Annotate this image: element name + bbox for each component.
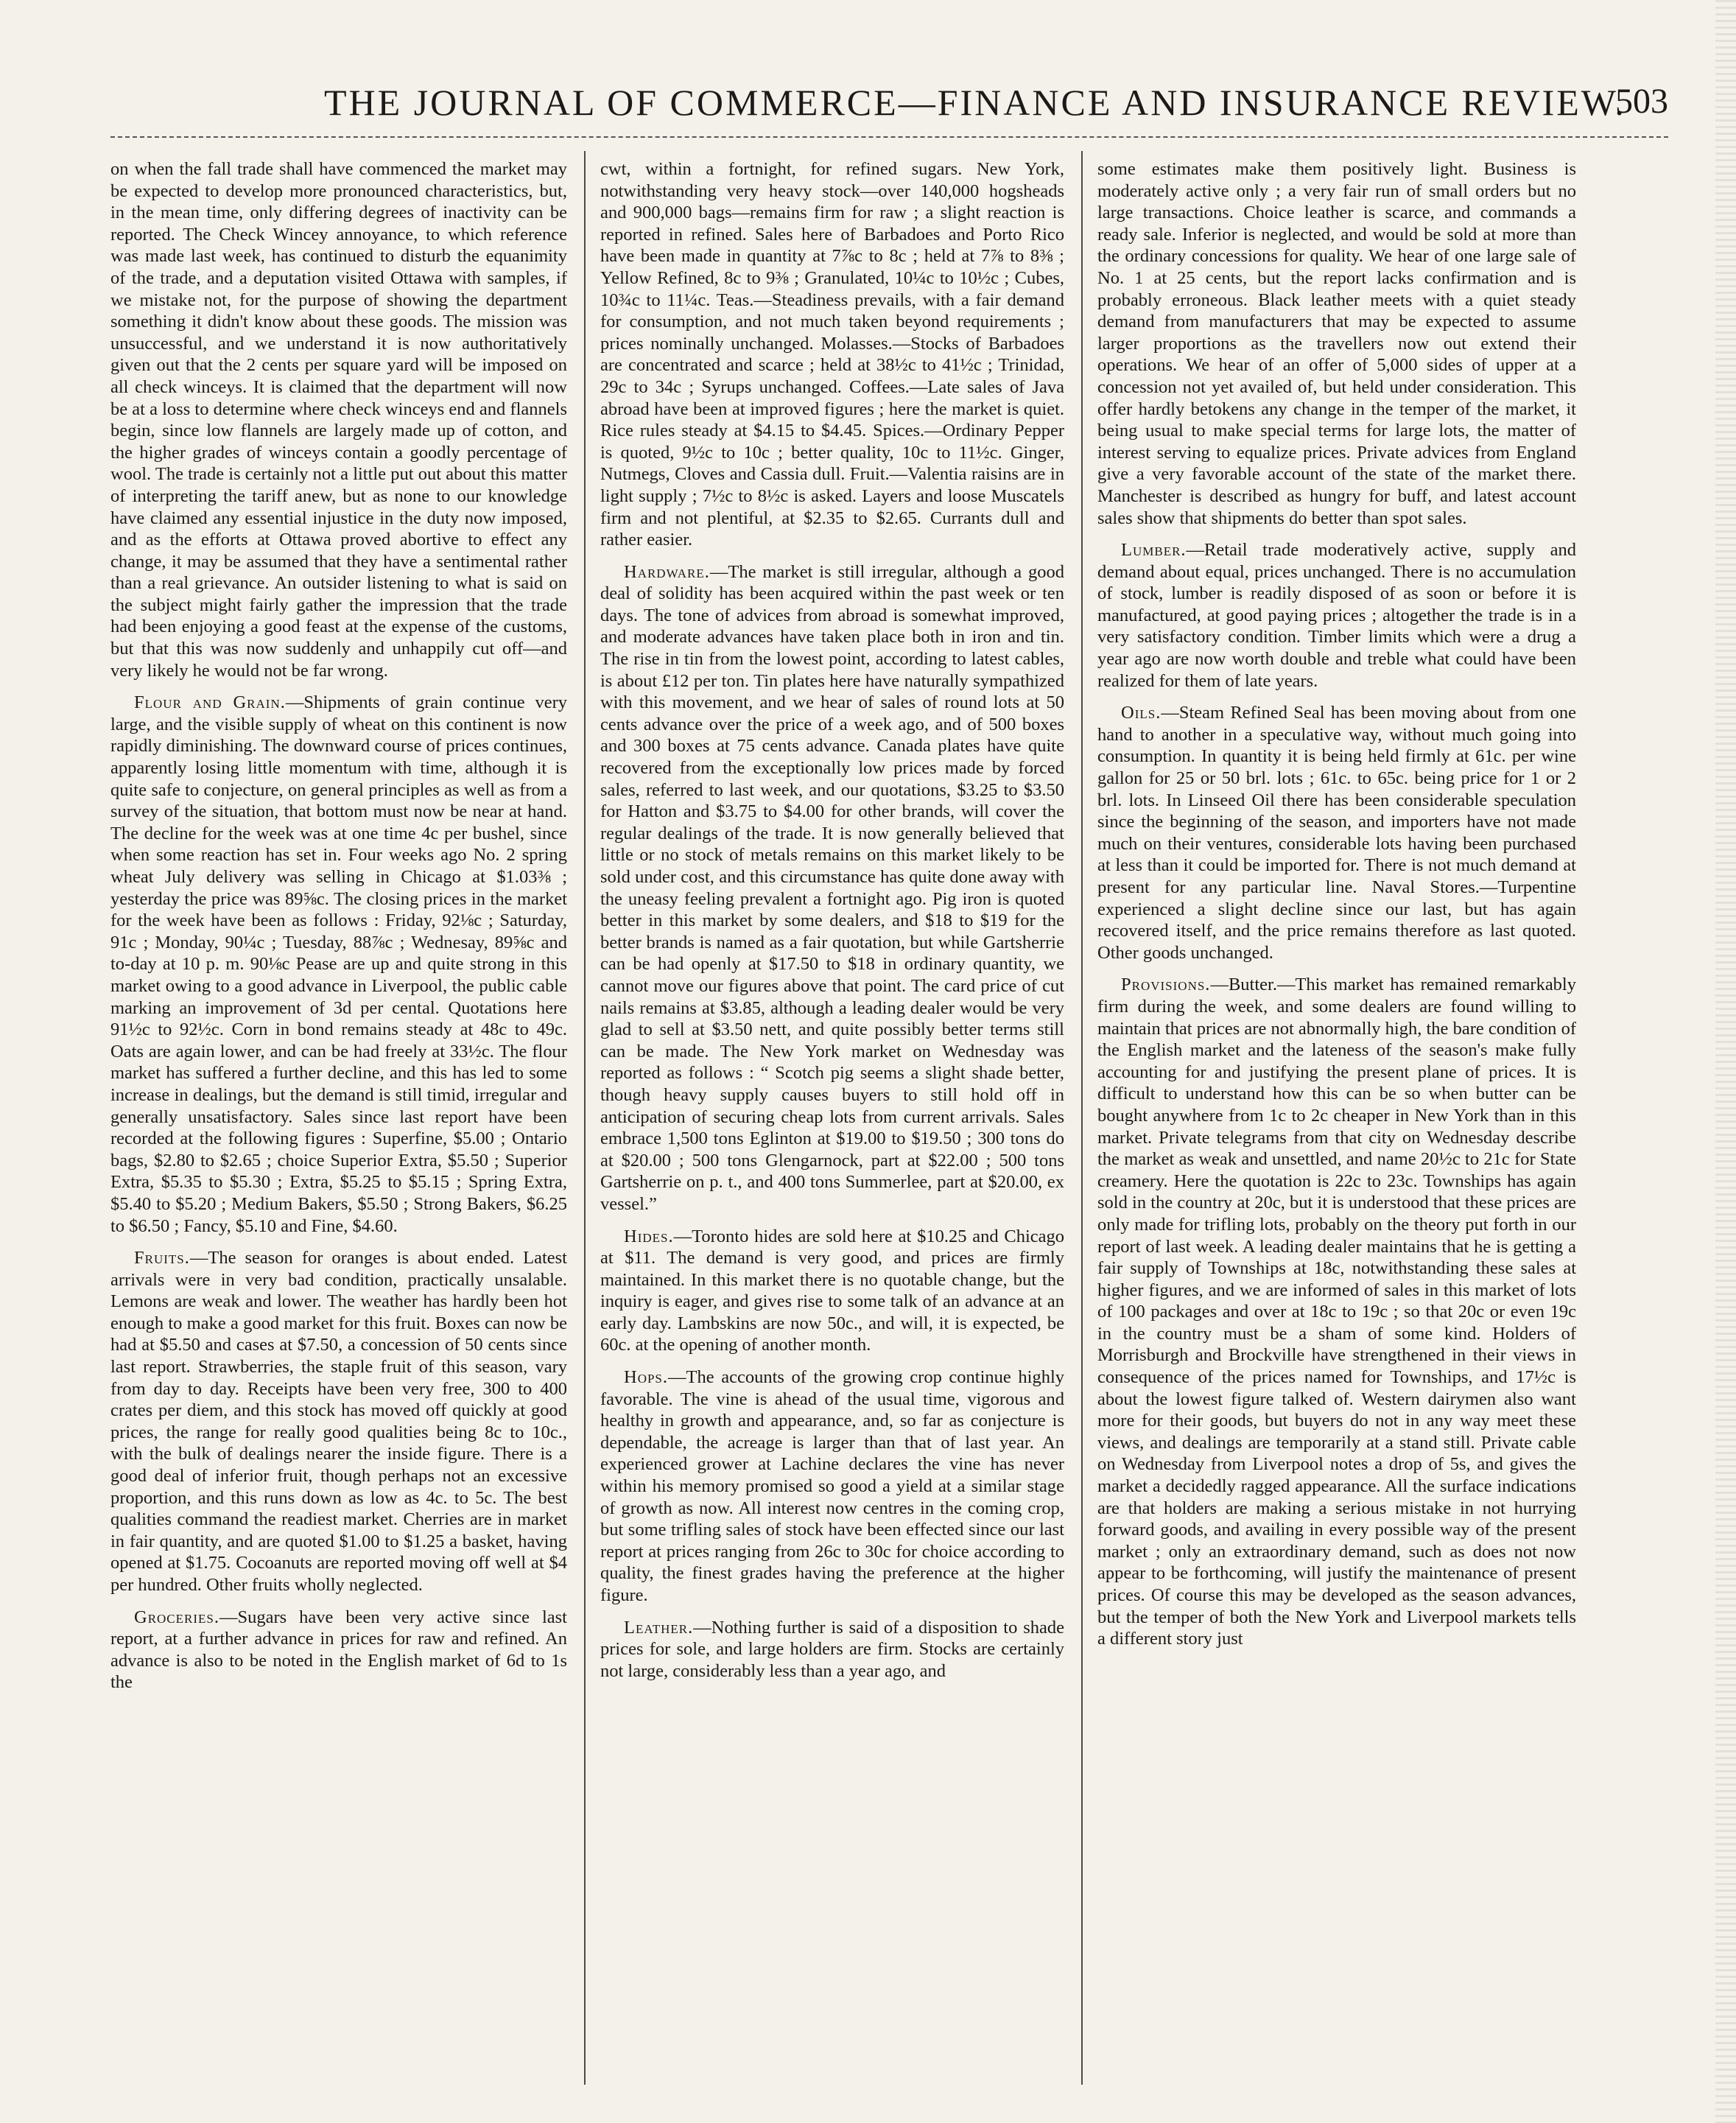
section-heading: Lumber.	[1121, 540, 1187, 561]
paragraph	[600, 561, 1064, 1215]
section-heading: Hides.	[624, 1226, 674, 1246]
paragraph	[1097, 539, 1576, 692]
section-heading: Hops.	[624, 1367, 669, 1388]
section-heading: Fruits.	[134, 1248, 190, 1268]
paragraph	[600, 1617, 1064, 1682]
paragraph-text: —Nothing further is said of a disposition to shade prices for sole, and large holders are firm. Stocks are certainly not large, considerably less than a year ago, and	[600, 1617, 1064, 1681]
column-3	[1097, 158, 1576, 2088]
column-1	[110, 158, 567, 2088]
paragraph-text: —Steam Refined Seal has been moving about from one hand to another in a speculative way, without much going into consumption. In quantity it is being held firmly at 61c. per wine gallon for 25 or 50 brl. lots ; 61c. to 65c. being price for 1 or 2 brl. lots. In Linseed Oil there has been considerable speculation since the beginning of the season, and importers have not made much on their ventures, considerable lots having been purchased at less than it could be imported for. There is not much demand at present for any particular line. Naval Stores.—Turpentine experienced a slight decline since our last, but has again recovered itself, and the price remains therefore as last quoted. Other goods unchanged.	[1097, 703, 1576, 963]
paragraph-text: —The season for oranges is about ended. Latest arrivals were in very bad condition, practically unsalable. Lemons are weak and lower. The weather has hardly been hot enough to make a good market for this fruit. Boxes can now be had at $5.50 and cases at $7.50, a concession of 50 cents since last report. Strawberries, the staple fruit of this season, vary from day to day. Receipts have been very free, 300 to 400 crates per diem, and this stock has moved off quickly at good prices, the range for really good qualities being 8c to 10c., with the bulk of dealings nearer the inside figure. There is a good deal of inferior fruit, though perhaps not an excessive proportion, and this runs down as low as 4c. to 5c. The best qualities command the readiest market. Cherries are in market in fair quantity, and are quoted $1.00 to $1.25 a basket, having opened at $1.75. Cocoanuts are reported moving off well at $4 per hundred. Other fruits wholly neglected.	[110, 1248, 567, 1595]
paragraph-text: on when the fall trade shall have commenced the market may be expected to develop more pronounced characteristics, but, in the mean time, only differing degrees of inactivity can be reported. The Check Wincey annoyance, to which reference was made last week, has continued to disturb the equanimity of the trade, and a deputation visited Ottawa with samples, if we mistake not, for the purpose of showing the department something it didn't know about these goods. The mission was unsuccessful, and we understand it is now authoritatively given out that the 2 cents per square yard will be imposed on all check winceys. It is claimed that the department will now be at a loss to determine where check winceys end and flannels begin, since low flannels are largely made up of cotton, and the higher grades of winceys contain a goodly percentage of wool. The trade is certainly not a little put out about this matter of interpreting the tariff anew, but as none to our knowledge have claimed any essential injustice in the duty now imposed, and as the efforts at Ottawa proved abortive to effect any change, it may be assumed that they have a sentimental rather than a real grievance. An outsider listening to what is said on the subject might fairly gather the impression that the trade had been enjoying a good feast at the expense of the customs, but that this was now suddenly and unhappily cut off—and very likely he would not be far wrong.	[110, 159, 567, 681]
paragraph-text: —Toronto hides are sold here at $10.25 and Chicago at $11. The demand is very good, and prices are firmly maintained. In this market there is no quotable change, but the inquiry is eager, and gives rise to some talk of an advance at an early day. Lambskins are now 50c., and will, it is expected, be 60c. at the opening of another month.	[600, 1226, 1064, 1355]
section-heading: Leather.	[624, 1617, 694, 1638]
paragraph-text: —The accounts of the growing crop continue highly favorable. The vine is ahead of the usual time, vigorous and healthy in growth and appearance, and, so far as conjecture is dependable, the acreage is larger than that of last year. An experienced grower at Lachine declares the vine has never within his memory promised so good a yield at a similar stage of growth as now. All interest now centres in the coming crop, but some trifling sales of stock have been effected since our last report at prices ranging from 26c to 30c for choice according to quality, the finest grades having the preference at the higher figure.	[600, 1367, 1064, 1605]
section-heading: Hardware.	[624, 561, 710, 582]
paragraph	[1097, 158, 1576, 529]
header-rule	[110, 136, 1668, 138]
column-divider	[584, 151, 586, 2085]
paragraph	[600, 1226, 1064, 1357]
paragraph	[110, 1607, 567, 1694]
paragraph-text: —The market is still irregular, although a good deal of solidity has been acquired within the past week or ten days. The tone of advices from abroad is somewhat improved, and moderate advances have taken place both in iron and tin. The rise in tin from the lowest point, according to latest cables, is about £12 per ton. Tin plates here have naturally sympathized with this movement, and we hear of sales of round lots at 50 cents advance over the price of a week ago, and of 500 boxes and 300 boxes at 75 cents advance. Canada plates have quite recovered from the exceptionally low prices made by forced sales, referred to last week, and our quotations, $3.25 to $3.50 for Hatton and $3.75 to $4.00 for other brands, will cover the regular dealings of the trade. It is now generally believed that little or no stock of metals remains on this market likely to be sold under cost, and this circumstance has quite done away with the uneasy feeling prevalent a fortnight ago. Pig iron is quoted better in this market by some dealers, and $18 to $19 for the better brands is named as a fair quotation, but while Gartsherrie can be had openly at $17.50 to $18 in ordinary quantity, we cannot move our figures above that point. The card price of cut nails remains at $3.85, although a leading dealer would be very glad to sell at $3.50 nett, and quite possibly better terms still can be made. The New York market on Wednesday was reported as follows : “ Scotch pig seems a slight shade better, though heavy supply causes buyers to still hold off in anticipation of securing cheap lots from current arrivals. Sales embrace 1,500 tons Eglinton at $19.00 to $19.50 ; 300 tons do at $20.00 ; 500 tons Glengarnock, part at $22.00 ; 500 tons Gartsherrie on p. t., and 400 tons Summerlee, part at $20.00, ex vessel.”	[600, 561, 1064, 1214]
paragraph-text: —Shipments of grain continue very large, and the visible supply of wheat on this continent is now rapidly diminishing. The downward course of prices continues, apparently losing little momentum with time, although it is quite safe to conjecture, on general principles as well as from a survey of the situation, that bottom must now be near at hand. The decline for the week was at one time 4c per bushel, since when some reaction has set in. Four weeks ago No. 2 spring wheat July delivery was selling in Chicago at $1.03⅜ ; yesterday the price was 89⅝c. The closing prices in the market for the week have been as follows : Friday, 92⅛c ; Saturday, 91c ; Monday, 90¼c ; Tuesday, 88⅞c ; Wednesay, 89⅝c and to-day at 10 p. m. 90⅛c Pease are up and quite strong in this market owing to a good advance in Liverpool, the public cable marking an improvement of 3d per cental. Quotations here 91½c to 92½c. Corn in bond remains steady at 48c to 49c. Oats are again lower, and can be had freely at 33½c. The flour market has suffered a further decline, and this has led to some increase in dealings, but the demand is still timid, irregular and generally unsatisfactory. Sales since last report have been recorded at the following figures : Superfine, $5.00 ; Ontario bags, $2.80 to $2.65 ; choice Superior Extra, $5.50 ; Superior Extra, $5.35 to $5.30 ; Extra, $5.25 to $5.15 ; Spring Extra, $5.40 to $5.20 ; Medium Bakers, $5.50 ; Strong Bakers, $6.25 to $6.50 ; Fancy, $5.10 and Fine, $4.60.	[110, 692, 567, 1236]
section-heading: Groceries.	[134, 1607, 219, 1627]
paragraph	[600, 1366, 1064, 1607]
section-heading: Provisions.	[1121, 975, 1211, 995]
paragraph-text: —Butter.—This market has remained remarkably firm during the week, and some dealers are found willing to maintain that prices are not abnormally high, the bare condition of the English market and the lateness of the season's make fully accounting for and justifying the present plane of prices. It is difficult to understand how this can be so when butter can be bought anywhere from 1c to 2c cheaper in New York than in this market. Private telegrams from that city on Wednesday describe the market as weak and unsettled, and name 20½c to 21c for State creamery. Here the quotation is 22c to 23c. Townships has again sold in the country at 20c, but it is understood that these prices are only made for trifling lots, probably on the theory put forth in our report of last week. A leading dealer maintains that he is getting a fair supply of Townships at 18c, notwithstanding these sales at higher figures, and we are informed of sales in this market of lots of 100 packages and over at 18c to 19c ; so that 20c or even 19c in the country must be a sham of some kind. Holders of Morrisburgh and Brockville have strengthened in their views in consequence of the prices named for Townships, and 17½c is about the lowest figure talked of. Western dairymen also want more for their goods, but buyers do not in any way meet these views, and dealings are temporarily at a stand still. Private cable on Wednesday from Liverpool notes a drop of 5s, and gives the market a decidedly ragged appearance. All the surface indications are that holders are making a serious mistake in not hurrying forward goods, and availing in every possible way of the present market ; only an extraordinary demand, such as does not now appear to be forthcoming, will justify the maintenance of present prices. Of course this may be developed as the season advances, but the temper of both the New York and Liverpool markets tells a different story just	[1097, 975, 1576, 1649]
paragraph-text: —Sugars have been very active since last report, at a further advance in prices for raw and refined. An advance is also to be noted in the English market of 6d to 1s the	[110, 1607, 567, 1693]
paragraph	[1097, 702, 1576, 964]
running-title: THE JOURNAL OF COMMERCE—FINANCE AND INSURANCE REVIEW.	[324, 82, 1626, 123]
page-number: 503	[1615, 82, 1668, 121]
paragraph-text: some estimates make them positively light. Business is moderately active only ; a very fair run of small orders but no large transactions. Choice leather is scarce, and commands a ready sale. Inferior is neglected, and would be sold at more than the ordinary concessions for quality. We hear of one large sale of No. 1 at 25 cents, but the report lacks confirmation and is probably erroneous. Black leather meets with a quiet steady demand from manufacturers that may be expected to assume larger proportions as the travellers now out extend their operations. We hear of an offer of 5,000 sides of upper at a concession not yet availed of, but held under consideration. This offer hardly betokens any change in the temper of the market, it being usual to make special terms for large lots, the matter of interest serving to equalize prices. Private advices from England give a very favorable account of the state of the market there. Manchester is described as hungry for buff, and latest account sales show that shipments do better than spot sales.	[1097, 159, 1576, 528]
column-2	[600, 158, 1064, 2088]
column-divider	[1081, 151, 1083, 2085]
scan-edge-noise	[1715, 0, 1736, 2123]
section-heading: Flour and Grain.	[134, 692, 286, 713]
paragraph	[110, 1247, 567, 1596]
paragraph	[1097, 974, 1576, 1649]
paragraph	[110, 692, 567, 1237]
section-heading: Oils.	[1121, 703, 1162, 723]
page-header	[96, 81, 1668, 133]
paragraph-text: cwt, within a fortnight, for refined sugars. New York, notwithstanding very heavy stock—over 140,000 hogsheads and 900,000 bags—remains firm for raw ; a slight reaction is reported in refined. Sales here of Barbadoes and Porto Rico have been made in quantity at 7⅞c to 8c ; held at 7⅞ to 8⅜ ; Yellow Refined, 8c to 9⅜ ; Granulated, 10¼c to 10½c ; Cubes, 10¾c to 11¼c. Teas.—Steadiness prevails, with a fair demand for consumption, and not much taken beyond requirements ; prices nominally unchanged. Molasses.—Stocks of Barbadoes are concentrated and scarce ; held at 38½c to 41½c ; Trinidad, 29c to 34c ; Syrups unchanged. Coffees.—Late sales of Java abroad have been at improved figures ; here the market is quiet. Rice rules steady at $4.15 to $4.45. Spices.—Ordinary Pepper is quoted, 9½c to 10c ; better quality, 10c to 11½c. Ginger, Nutmegs, Cloves and Cassia dull. Fruit.—Valentia raisins are in light supply ; 7½c to 8½c is asked. Layers and loose Muscatels firm and not plentiful, at $2.35 to $2.65. Currants dull and rather easier.	[600, 159, 1064, 550]
paragraph	[600, 158, 1064, 551]
paragraph	[110, 158, 567, 681]
paragraph-text: —Retail trade moderatively active, supply and demand about equal, prices unchanged. There is no accumulation of stock, lumber is readily disposed of as soon or before it is manufactured, at good paying prices ; altogether the trade is in a very satisfactory condition. Timber limits which were a drug a year ago are now worth double and treble what could have been realized for them of late years.	[1097, 540, 1576, 691]
